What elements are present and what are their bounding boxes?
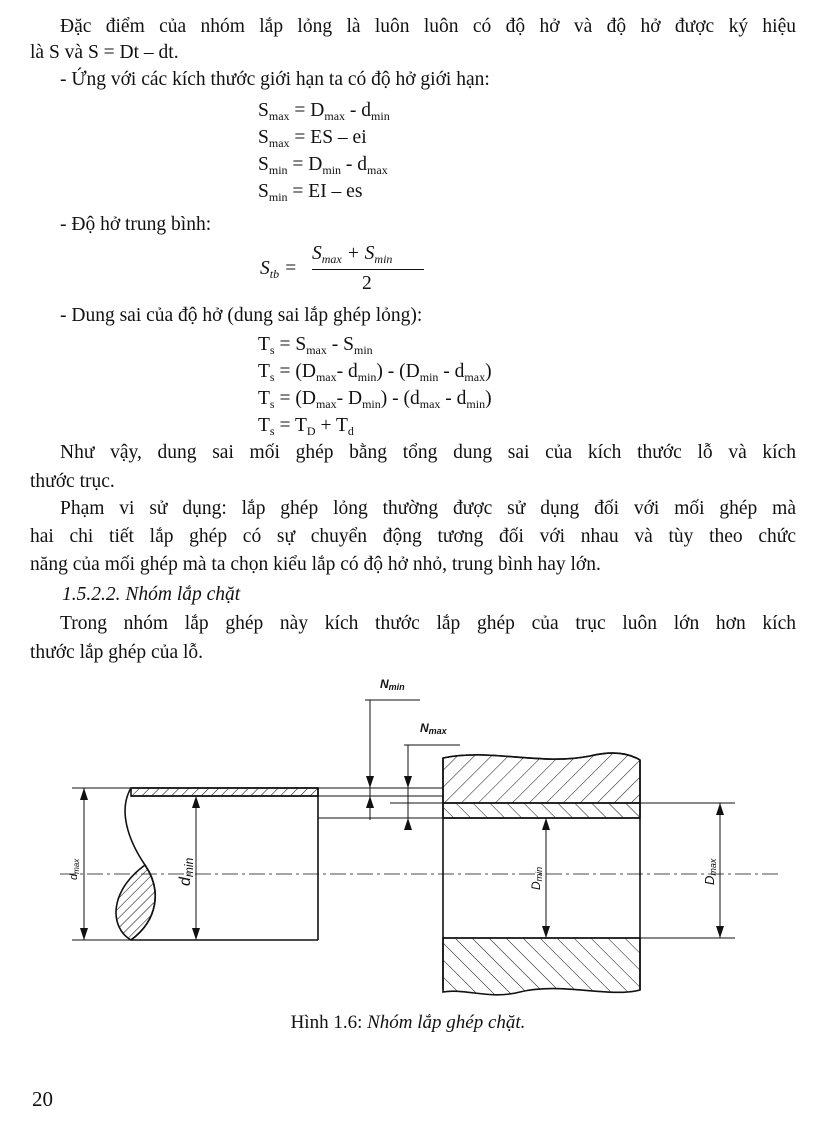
formula-smin-2: $S_{min}$ = EI – es bbox=[258, 181, 363, 204]
page-number: 20 bbox=[32, 1087, 53, 1111]
hole-interference-band bbox=[443, 803, 640, 818]
formula-smax-2: $S_{max}$ = ES – ei bbox=[258, 127, 367, 150]
label-shaft-dmax: dmax bbox=[68, 858, 81, 880]
paragraph4-line1: Trong nhóm lắp ghép này kích thước lắp ghép của trục luôn lớn hơn kích bbox=[60, 613, 796, 634]
paragraph2-line1: Như vậy, dung sai mối ghép bằng tổng dung sai của kích thước lỗ và kích bbox=[60, 442, 796, 463]
paragraph3-line2: hai chi tiết lắp ghép có sự chuyển động tương đối với nhau và tùy theo chức bbox=[30, 526, 796, 547]
figure-caption: Hình 1.6: Nhóm lắp ghép chặt. bbox=[290, 1012, 526, 1033]
paragraph3-line1: Phạm vi sử dụng: lắp ghép lỏng thường được sử dụng đối với mối ghép mà bbox=[60, 498, 796, 519]
mean-formula: $S_{tb}$ = $S_{max} + S_{min}$ 2 bbox=[260, 243, 430, 303]
shaft-section-hatch bbox=[116, 865, 155, 940]
hole-bottom-wall bbox=[443, 938, 640, 995]
formula-ts-4: $T_s = T_D + T_d$ bbox=[258, 415, 354, 438]
label-hole-dmin: Dmin bbox=[529, 866, 544, 890]
mean-intro: - Độ hở trung bình: bbox=[60, 214, 212, 235]
formula-smin-1: $S_{min} = D_{min} - d_{max}$ bbox=[258, 154, 388, 177]
section-heading: 1.5.2.2. Nhóm lắp chặt bbox=[62, 584, 241, 605]
formula-ts-1: $T_s = S_{max} - S_{min}$ bbox=[258, 334, 373, 357]
formula-ts-3: $T_s = (D_{max}-$ $D_{min}) - (d_{max} - d_{min})$ bbox=[258, 388, 492, 411]
label-shaft-dmin: dmin bbox=[177, 857, 196, 886]
label-hole-dmax: Dmax bbox=[702, 858, 718, 885]
figure-interference-fit bbox=[0, 670, 816, 1010]
paragraph1-line2: là S và S = Dt – dt. bbox=[30, 42, 179, 63]
formula-smax-1: $S_{max} = D_{max} - d_{min}$ bbox=[258, 100, 390, 123]
paragraph1-line1: Đặc điểm của nhóm lắp lỏng là luôn luôn có độ hở và độ hở được ký hiệu bbox=[60, 16, 796, 37]
paragraph2-line2: thước trục. bbox=[30, 471, 115, 492]
hole-top-wall bbox=[443, 753, 640, 803]
limits-intro: - Ứng với các kích thước giới hạn ta có độ hở giới hạn: bbox=[60, 69, 490, 90]
paragraph3-line3: năng của mối ghép mà ta chọn kiểu lắp có độ hở nhỏ, trung bình hay lớn. bbox=[30, 554, 601, 575]
tolerance-intro: - Dung sai của độ hở (dung sai lắp ghép lỏng): bbox=[60, 305, 423, 326]
label-nmax: Nmax bbox=[420, 721, 447, 736]
label-nmin: Nmin bbox=[380, 677, 405, 692]
formula-ts-2: $T_s = (D_{max}-$ $d_{min}) - (D_{min} - d_{max})$ bbox=[258, 361, 492, 384]
shaft-interference-band bbox=[131, 788, 318, 796]
paragraph4-line2: thước lắp ghép của lỗ. bbox=[30, 642, 204, 663]
